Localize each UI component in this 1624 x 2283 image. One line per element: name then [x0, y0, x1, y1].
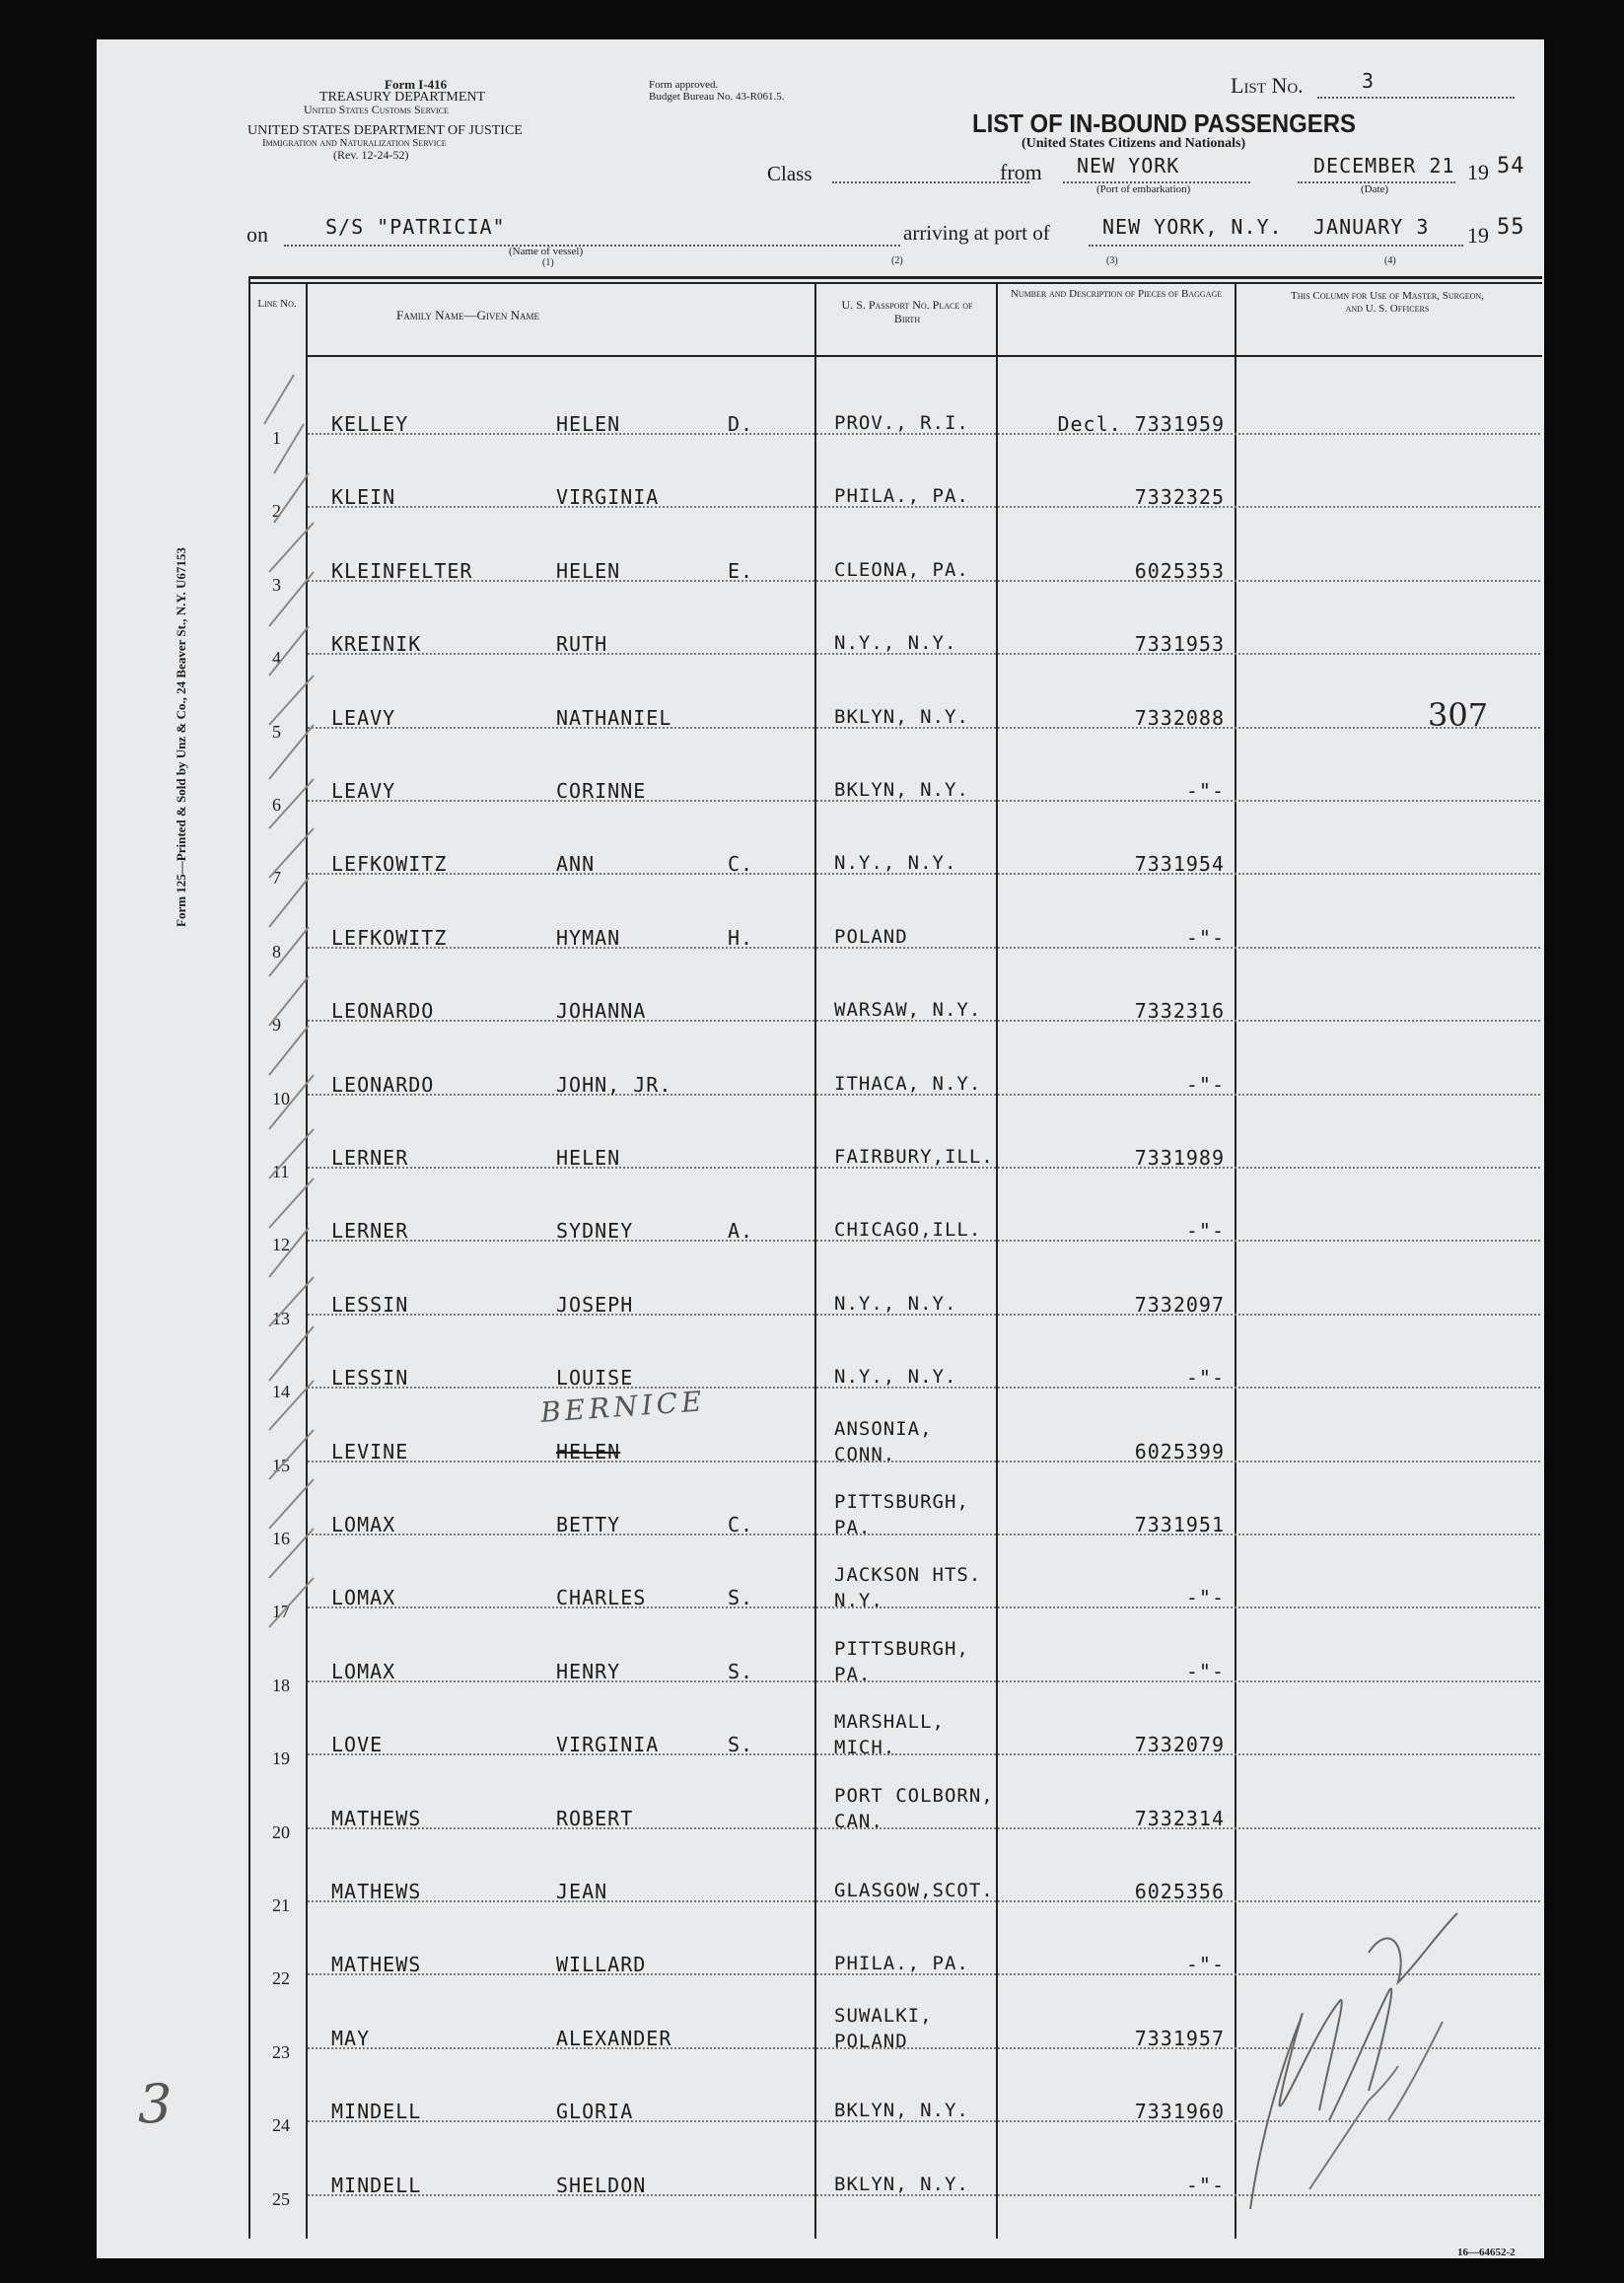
table-row — [248, 1781, 1542, 1854]
family-name: LOVE — [331, 1733, 384, 1757]
baggage-number: 7332079 — [1134, 1733, 1225, 1757]
dept-name: TREASURY DEPARTMENT — [319, 90, 486, 105]
baggage-number: -"- — [1185, 1659, 1225, 1683]
given-name: HELEN — [556, 1146, 621, 1170]
given-name: LOUISE — [556, 1366, 634, 1391]
table-row — [248, 900, 1542, 973]
col-header-name: Family Name—Given Name — [396, 308, 539, 322]
table-row — [248, 1340, 1542, 1413]
baggage-number: 6025399 — [1134, 1439, 1225, 1463]
embark-date: DECEMBER 21 — [1313, 154, 1455, 178]
birth-place: N.Y., N.Y. — [834, 1366, 957, 1389]
table-row — [248, 606, 1542, 679]
row-dotted-rule — [308, 947, 1540, 949]
birth-place: MARSHALL, — [834, 1711, 945, 1734]
middle-initial: C. — [728, 852, 754, 877]
family-name: LEFKOWITZ — [331, 852, 448, 877]
year-prefix-2: 19 — [1467, 223, 1489, 248]
row-number: 1 — [272, 428, 281, 448]
birth-place: CHICAGO,ILL. — [834, 1219, 982, 1242]
middle-initial: S. — [728, 1733, 754, 1757]
birth-place: PHILA., PA. — [834, 485, 969, 508]
given-name: VIRGINIA — [556, 485, 660, 510]
birth-place-line2: N.Y. — [834, 1590, 883, 1612]
baggage-number: 7332314 — [1134, 1806, 1225, 1830]
family-name: MINDELL — [331, 2100, 422, 2124]
form-number: Form I-416 — [385, 77, 448, 92]
family-name: MAY — [331, 2026, 371, 2050]
middle-initial: A. — [728, 1219, 754, 1244]
port-embark-caption: (Port of embarkation) — [1096, 183, 1191, 195]
family-name: LESSIN — [331, 1292, 409, 1317]
family-name: MINDELL — [331, 2173, 422, 2197]
row-number: 11 — [272, 1162, 290, 1181]
row-number: 13 — [272, 1308, 290, 1328]
family-name: LEAVY — [331, 779, 396, 803]
list-no-label: List No. — [1231, 73, 1304, 98]
given-name: HELEN — [556, 412, 621, 436]
given-name: CHARLES — [556, 1586, 647, 1610]
table-row — [248, 1487, 1542, 1560]
row-number: 18 — [272, 1675, 290, 1695]
printer-side-text: Form 125—Printed & Sold by Unz & Co., 24 Beaver St., N.Y. U67153 — [174, 547, 188, 927]
baggage-number: -"- — [1185, 1219, 1225, 1244]
birth-place-line2: PA. — [834, 1663, 872, 1685]
baggage-number: 7331989 — [1134, 1146, 1225, 1170]
col-header-passport: U. S. Passport No. Place of Birth — [841, 298, 973, 325]
port-of-embarkation: NEW YORK — [1077, 154, 1180, 178]
given-name: ANN — [556, 852, 596, 877]
footer-code: 16—64652-2 — [1457, 2247, 1516, 2258]
row-dotted-rule — [308, 1606, 1540, 1608]
baggage-number: 6025356 — [1134, 1880, 1225, 1903]
list-no-line — [1317, 97, 1515, 99]
arriving-label: arriving at port of — [903, 221, 1050, 245]
row-number: 9 — [272, 1015, 281, 1035]
document-subtitle: (United States Citizens and Nationals) — [1022, 136, 1246, 151]
inspector-signature-scribble — [1221, 1893, 1477, 2229]
family-name: LERNER — [331, 1219, 409, 1244]
row-number: 2 — [272, 501, 281, 522]
from-label: from — [1000, 160, 1042, 184]
family-name: MATHEWS — [331, 1953, 422, 1977]
middle-initial: E. — [728, 558, 754, 583]
birth-place-line2: CONN. — [834, 1443, 896, 1465]
row-number: 10 — [272, 1088, 290, 1108]
given-name: RUTH — [556, 632, 608, 657]
margin-number: 3 — [138, 2073, 173, 2135]
table-row — [248, 460, 1542, 533]
table-row — [248, 387, 1542, 460]
family-name: LOMAX — [331, 1659, 396, 1683]
given-name: JOHN, JR. — [556, 1072, 672, 1097]
vessel-line — [284, 245, 900, 247]
birth-place: BKLYN, N.Y. — [834, 2173, 969, 2195]
form-approved: Form approved. — [649, 79, 719, 91]
baggage-number: 7332088 — [1134, 705, 1225, 730]
row-number: 22 — [272, 1968, 290, 1989]
middle-initial: S. — [728, 1659, 754, 1683]
given-name: HYMAN — [556, 925, 621, 950]
row-number: 17 — [272, 1602, 290, 1622]
baggage-number: -"- — [1185, 925, 1225, 950]
embark-year: 54 — [1497, 154, 1525, 178]
birth-place: ITHACA, N.Y. — [834, 1072, 982, 1095]
row-dotted-rule — [308, 1753, 1540, 1755]
given-name: HENRY — [556, 1659, 621, 1683]
baggage-number: -"- — [1185, 1366, 1225, 1391]
given-name: BETTY — [556, 1513, 621, 1536]
birth-place: BKLYN, N.Y. — [834, 779, 969, 801]
family-name: LEAVY — [331, 705, 396, 730]
given-name: GLORIA — [556, 2100, 634, 2124]
year-prefix-1: 19 — [1467, 160, 1489, 184]
birth-place: FAIRBURY,ILL. — [834, 1146, 994, 1168]
caption-3: (3) — [1106, 255, 1118, 266]
family-name: LERNER — [331, 1146, 409, 1170]
caption-4: (4) — [1384, 255, 1396, 266]
row-number: 7 — [272, 868, 281, 889]
middle-initial: C. — [728, 1513, 754, 1536]
family-name: LOMAX — [331, 1513, 396, 1536]
revision: (Rev. 12-24-52) — [333, 148, 409, 162]
family-name: LEVINE — [331, 1439, 409, 1463]
row-number: 20 — [272, 1821, 290, 1842]
service-name: United States Customs Service — [304, 103, 449, 116]
table-row — [248, 1634, 1542, 1707]
baggage-number: 6025353 — [1134, 558, 1225, 583]
officer-note-row5: 307 — [1428, 696, 1489, 734]
row-number: 23 — [272, 2041, 290, 2062]
arrival-line — [1089, 245, 1463, 247]
family-name: MATHEWS — [331, 1880, 422, 1903]
birth-place: N.Y., N.Y. — [834, 1292, 957, 1315]
birth-place: CLEONA, PA. — [834, 558, 969, 581]
baggage-number: -"- — [1185, 1953, 1225, 1977]
birth-place-line2: POLAND — [834, 2030, 908, 2052]
table-row — [248, 1560, 1542, 1633]
given-name: WILLARD — [556, 1953, 647, 1977]
given-name: JOHANNA — [556, 999, 647, 1024]
given-name: JOSEPH — [556, 1292, 634, 1317]
baggage-number: -"- — [1185, 1586, 1225, 1610]
row-dotted-rule — [308, 1534, 1540, 1535]
row-number: 16 — [272, 1529, 290, 1548]
birth-place: PITTSBURGH, — [834, 1491, 969, 1513]
baggage-number: 7332325 — [1134, 485, 1225, 510]
birth-place: N.Y., N.Y. — [834, 852, 957, 875]
family-name: LEFKOWITZ — [331, 925, 448, 950]
table-row — [248, 1414, 1542, 1487]
given-name: HELEN — [556, 1439, 621, 1463]
given-name: HELEN — [556, 558, 621, 583]
table-row — [248, 826, 1542, 899]
vessel-name: S/S "PATRICIA" — [325, 215, 506, 239]
row-number: 3 — [272, 574, 281, 595]
middle-initial: S. — [728, 1586, 754, 1610]
birth-place: WARSAW, N.Y. — [834, 999, 982, 1022]
date-caption: (Date) — [1361, 183, 1389, 195]
birth-place: POLAND — [834, 925, 908, 948]
given-name: ALEXANDER — [556, 2026, 672, 2050]
birth-place: GLASGOW,SCOT. — [834, 1880, 994, 1901]
table-row — [248, 1193, 1542, 1266]
baggage-number: 7331960 — [1134, 2100, 1225, 2124]
row-number: 5 — [272, 721, 281, 742]
baggage-number: 7331951 — [1134, 1513, 1225, 1536]
vessel-caption: (Name of vessel) — [509, 246, 584, 257]
budget-bureau: Budget Bureau No. 43-R061.5. — [649, 91, 785, 103]
document-title: LIST OF IN-BOUND PASSENGERS — [972, 108, 1356, 138]
row-number: 15 — [272, 1455, 290, 1475]
table-row — [248, 1120, 1542, 1193]
row-number: 21 — [272, 1895, 290, 1915]
row-dotted-rule — [308, 1827, 1540, 1829]
table-row — [248, 1707, 1542, 1780]
birth-place: SUWALKI, — [834, 2004, 933, 2027]
row-number: 24 — [272, 2115, 290, 2136]
class-label: Class — [767, 162, 812, 185]
birth-place: PHILA., PA. — [834, 1953, 969, 1975]
given-name: JEAN — [556, 1880, 608, 1903]
col-header-line-no: Line No. — [257, 298, 297, 310]
caption-1: (1) — [542, 257, 554, 268]
birth-place: PITTSBURGH, — [834, 1637, 969, 1660]
row-dotted-rule — [308, 1680, 1540, 1682]
table-row — [248, 1047, 1542, 1120]
port-of-arrival: NEW YORK, N.Y. — [1102, 215, 1283, 239]
baggage-number: -"- — [1185, 2173, 1225, 2197]
given-name: CORINNE — [556, 779, 647, 803]
family-name: KREINIK — [331, 632, 422, 657]
birth-place: ANSONIA, — [834, 1417, 933, 1440]
birth-place: PORT COLBORN, — [834, 1784, 994, 1807]
baggage-number: -"- — [1185, 1072, 1225, 1097]
middle-initial: D. — [728, 412, 754, 436]
table-row — [248, 1267, 1542, 1340]
baggage-number: 7332097 — [1134, 1292, 1225, 1317]
table-row — [248, 680, 1542, 753]
birth-place: BKLYN, N.Y. — [834, 705, 969, 728]
table-row — [248, 534, 1542, 606]
birth-place-line2: MICH. — [834, 1737, 896, 1759]
family-name: LEONARDO — [331, 1072, 435, 1097]
family-name: KLEIN — [331, 485, 396, 510]
baggage-number: -"- — [1185, 779, 1225, 803]
caption-2: (2) — [891, 255, 903, 266]
row-number: 14 — [272, 1382, 290, 1402]
row-number: 12 — [272, 1235, 290, 1255]
dept-name-2: UNITED STATES DEPARTMENT OF JUSTICE — [247, 123, 523, 138]
baggage-number: 7332316 — [1134, 999, 1225, 1024]
arrival-year: 55 — [1497, 215, 1525, 240]
given-name: VIRGINIA — [556, 1733, 660, 1757]
row-number: 6 — [272, 795, 281, 815]
family-name: KELLEY — [331, 412, 409, 436]
table-row — [248, 753, 1542, 826]
birth-place: BKLYN, N.Y. — [834, 2100, 969, 2122]
arrival-date: JANUARY 3 — [1313, 215, 1430, 239]
birth-place-line2: PA. — [834, 1517, 872, 1538]
given-name: ROBERT — [556, 1806, 634, 1830]
baggage-number: 7331954 — [1134, 852, 1225, 877]
row-number: 25 — [272, 2188, 290, 2209]
middle-initial: H. — [728, 925, 754, 950]
birth-place: PROV., R.I. — [834, 412, 969, 434]
birth-place: JACKSON HTS. — [834, 1564, 982, 1587]
row-number: 4 — [272, 648, 281, 669]
check-mark-scribbles — [254, 365, 343, 2239]
row-number: 8 — [272, 941, 281, 962]
birth-place: N.Y., N.Y. — [834, 632, 957, 655]
list-no: 3 — [1362, 69, 1376, 93]
col-header-baggage: Number and Description of Pieces of Baggage — [1010, 288, 1223, 300]
birth-place-line2: CAN. — [834, 1810, 883, 1832]
row-number: 19 — [272, 1748, 290, 1769]
family-name: MATHEWS — [331, 1806, 422, 1830]
family-name: KLEINFELTER — [331, 558, 473, 583]
row-dotted-rule — [308, 1461, 1540, 1463]
given-name: SYDNEY — [556, 1219, 634, 1244]
passenger-manifest-page — [97, 39, 1544, 2258]
given-name: NATHANIEL — [556, 705, 672, 730]
baggage-number: 7331957 — [1134, 2026, 1225, 2050]
family-name: LOMAX — [331, 1586, 396, 1610]
baggage-number: 7331953 — [1134, 632, 1225, 657]
col-header-officers: This Column for Use of Master, Surgeon, and U. S. Officers — [1291, 290, 1484, 315]
on-label: on — [247, 222, 268, 247]
family-name: LEONARDO — [331, 999, 435, 1024]
family-name: LESSIN — [331, 1366, 409, 1391]
table-row — [248, 973, 1542, 1046]
service-name-2: Immigration and Naturalization Service — [262, 137, 447, 149]
baggage-number: Decl. 7331959 — [1057, 412, 1225, 436]
given-name: SHELDON — [556, 2173, 647, 2197]
name-correction: BERNICE — [539, 1385, 707, 1429]
